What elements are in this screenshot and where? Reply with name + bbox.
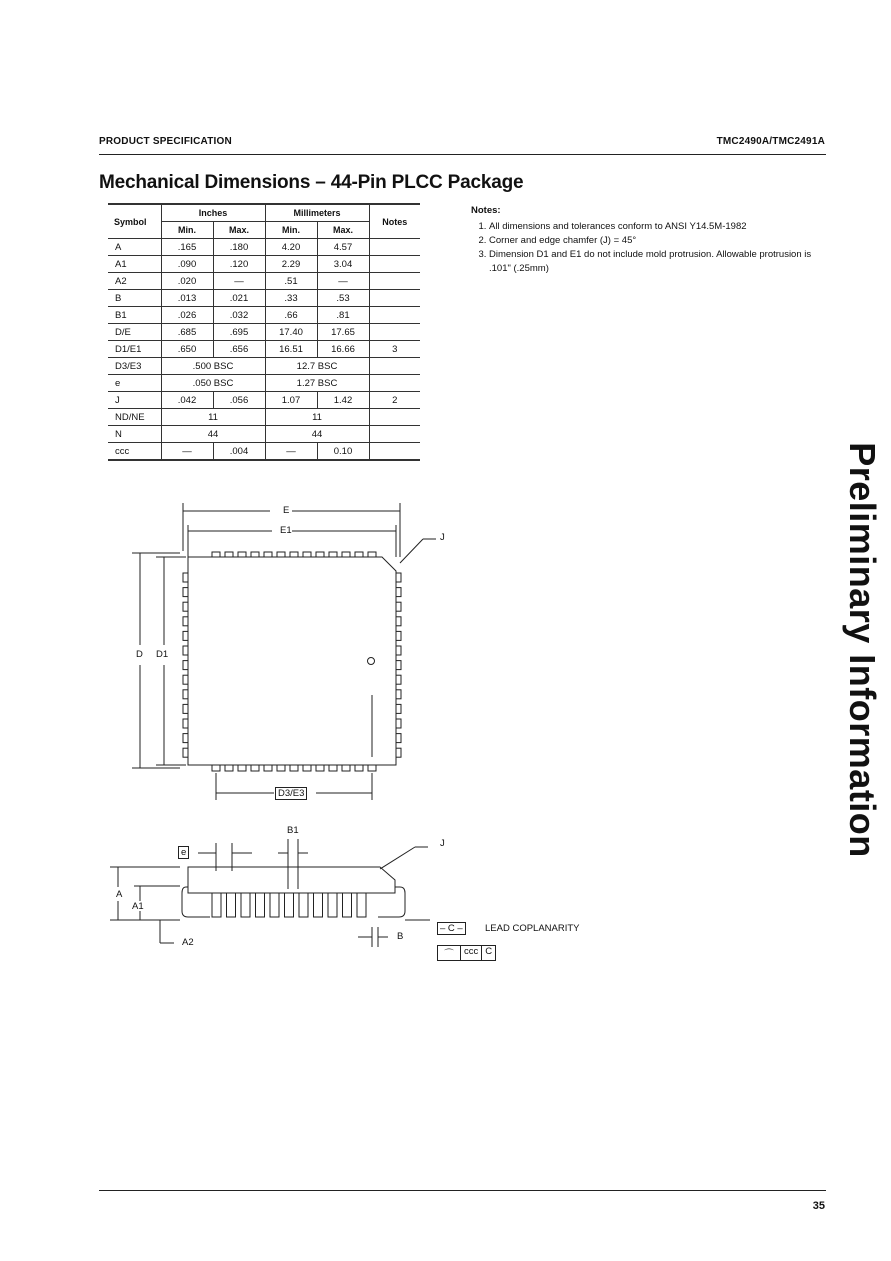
mm-max-cell: .81 (317, 307, 369, 324)
side-lead (299, 893, 308, 917)
lead-bottom (225, 765, 233, 771)
mm-min-cell: 2.29 (265, 256, 317, 273)
note-item: 1. All dimensions and tolerances conform to ANSI Y14.5M-1982 (489, 220, 821, 234)
notes-cell (369, 256, 420, 273)
inches-max-cell: .695 (213, 324, 265, 341)
inches-max-cell: .056 (213, 392, 265, 409)
lead-top (238, 552, 246, 557)
notes-cell (369, 375, 420, 392)
mm-min-cell: 16.51 (265, 341, 317, 358)
side-lead (328, 893, 337, 917)
lead-right (396, 617, 401, 626)
side-lead (285, 893, 294, 917)
label-e1: E1 (280, 525, 292, 536)
header-right: TMC2490A/TMC2491A (716, 136, 825, 147)
side-lead (357, 893, 366, 917)
label-j-top: J (440, 532, 445, 543)
symbol-cell: A2 (108, 273, 161, 290)
inches-min-cell: .650 (161, 341, 213, 358)
mm-cell: 11 (265, 409, 369, 426)
mm-max-cell: 1.42 (317, 392, 369, 409)
table-row (108, 256, 420, 273)
lead-top (290, 552, 298, 557)
symbol-cell: e (108, 375, 161, 392)
table-row (108, 290, 420, 307)
lead-right (396, 573, 401, 582)
coplanarity-frame (437, 945, 496, 961)
symbol-cell: ccc (108, 443, 161, 461)
table-row (108, 273, 420, 290)
notes-cell (369, 307, 420, 324)
table-row (108, 392, 420, 409)
lead-left (183, 646, 188, 655)
table-row (108, 358, 420, 375)
lead-right (396, 719, 401, 728)
sidebar-text: Preliminary Information (842, 442, 883, 858)
lead-top (264, 552, 272, 557)
symbol-header: Symbol (108, 204, 161, 239)
lead-right (396, 675, 401, 684)
lead-bottom (290, 765, 298, 771)
notes-cell (369, 409, 420, 426)
lead-left (183, 573, 188, 582)
mm-max-cell: 4.57 (317, 239, 369, 256)
footer-rule (99, 1190, 826, 1191)
lead-left (183, 704, 188, 713)
lead-right (396, 631, 401, 640)
lead-right (396, 690, 401, 699)
dimensions-table-body (108, 239, 420, 461)
lead-bottom (316, 765, 324, 771)
lead-bottom (368, 765, 376, 771)
lead-left (183, 675, 188, 684)
notes-cell (369, 324, 420, 341)
lead-bottom (251, 765, 259, 771)
mm-min-cell: 17.40 (265, 324, 317, 341)
inches-max-cell: .004 (213, 443, 265, 461)
notes-cell: 2 (369, 392, 420, 409)
lead-bottom (212, 765, 220, 771)
lead-left (183, 617, 188, 626)
notes-list (471, 220, 821, 276)
symbol-cell: B1 (108, 307, 161, 324)
inches-min-cell: .020 (161, 273, 213, 290)
lead-left (183, 719, 188, 728)
side-lead (227, 893, 236, 917)
inches-max-cell: .180 (213, 239, 265, 256)
notes-block (471, 204, 821, 276)
label-a2: A2 (182, 937, 194, 948)
inches-header: Inches (161, 204, 265, 222)
mm-max-cell: 0.10 (317, 443, 369, 461)
mm-max-cell: .53 (317, 290, 369, 307)
side-lead (270, 893, 279, 917)
symbol-cell: A1 (108, 256, 161, 273)
label-d1: D1 (156, 649, 169, 660)
label-d3e3: D3/E3 (275, 787, 307, 800)
notes-cell (369, 358, 420, 375)
lead-bottom (264, 765, 272, 771)
notes-cell: 3 (369, 341, 420, 358)
table-row (108, 341, 420, 358)
mm-min-header: Min. (265, 222, 317, 239)
ccc-label: ccc (461, 946, 482, 960)
notes-header: Notes (369, 204, 420, 239)
lead-right (396, 734, 401, 743)
page-number: 35 (812, 1200, 825, 1212)
lead-top (212, 552, 220, 557)
label-j-side: J (440, 838, 445, 849)
lead-bottom (329, 765, 337, 771)
notes-cell (369, 426, 420, 443)
mm-cell: 1.27 BSC (265, 375, 369, 392)
notes-cell (369, 443, 420, 461)
page-title: Mechanical Dimensions – 44-Pin PLCC Package (99, 172, 524, 193)
mm-min-cell: .51 (265, 273, 317, 290)
lead-right (396, 602, 401, 611)
note-item: 2. Corner and edge chamfer (J) = 45° (489, 234, 821, 248)
lead-top (277, 552, 285, 557)
mm-cell: 12.7 BSC (265, 358, 369, 375)
datum-c: – C – (437, 922, 466, 935)
lead-right (396, 704, 401, 713)
inches-min-cell: .165 (161, 239, 213, 256)
lead-bottom (355, 765, 363, 771)
inches-max-cell: .032 (213, 307, 265, 324)
c-label: C (485, 946, 493, 957)
mm-min-cell: 1.07 (265, 392, 317, 409)
inches-min-cell: .685 (161, 324, 213, 341)
sidebar-preliminary (840, 430, 884, 870)
side-lead (314, 893, 323, 917)
table-row (108, 426, 420, 443)
symbol-cell: J (108, 392, 161, 409)
top-view-drawing (120, 495, 460, 805)
inches-min-cell: .013 (161, 290, 213, 307)
label-e-pitch: e (178, 846, 189, 859)
mm-min-cell: 4.20 (265, 239, 317, 256)
lead-left (183, 748, 188, 757)
inches-min-cell: — (161, 443, 213, 461)
label-b1: B1 (287, 825, 299, 836)
label-d: D (136, 649, 143, 660)
side-lead (343, 893, 352, 917)
lead-right (396, 748, 401, 757)
symbol-cell: B (108, 290, 161, 307)
mm-max-cell: 16.66 (317, 341, 369, 358)
lead-right (396, 646, 401, 655)
mm-max-cell: 3.04 (317, 256, 369, 273)
lead-bottom (277, 765, 285, 771)
mm-min-cell: — (265, 443, 317, 461)
inches-min-cell: .042 (161, 392, 213, 409)
dimensions-table (108, 203, 420, 461)
notes-cell (369, 273, 420, 290)
lead-left (183, 588, 188, 597)
mm-max-header: Max. (317, 222, 369, 239)
lead-left (183, 661, 188, 670)
lead-left (183, 734, 188, 743)
inches-cell: 44 (161, 426, 265, 443)
inches-max-cell: .021 (213, 290, 265, 307)
symbol-cell: A (108, 239, 161, 256)
lead-left (183, 602, 188, 611)
mm-max-cell: 17.65 (317, 324, 369, 341)
inches-cell: 11 (161, 409, 265, 426)
mm-cell: 44 (265, 426, 369, 443)
lead-bottom (342, 765, 350, 771)
table-row (108, 409, 420, 426)
mm-min-cell: .66 (265, 307, 317, 324)
symbol-cell: N (108, 426, 161, 443)
notes-heading: Notes: (471, 205, 501, 216)
inches-cell: .500 BSC (161, 358, 265, 375)
flatness-icon: ⌒ (438, 946, 461, 960)
lead-right (396, 588, 401, 597)
side-lead (212, 893, 221, 917)
inches-min-cell: .090 (161, 256, 213, 273)
lead-left (183, 631, 188, 640)
inches-max-header: Max. (213, 222, 265, 239)
mm-max-cell: — (317, 273, 369, 290)
lead-bottom (303, 765, 311, 771)
header-rule (99, 154, 826, 155)
symbol-cell: D1/E1 (108, 341, 161, 358)
lead-top (368, 552, 376, 557)
side-lead (256, 893, 265, 917)
symbol-cell: D/E (108, 324, 161, 341)
symbol-cell: ND/NE (108, 409, 161, 426)
side-lead (241, 893, 250, 917)
table-row (108, 324, 420, 341)
label-b: B (397, 931, 404, 942)
table-row (108, 307, 420, 324)
inches-max-cell: .656 (213, 341, 265, 358)
mm-min-cell: .33 (265, 290, 317, 307)
lead-coplanarity-label: LEAD COPLANARITY (485, 923, 580, 934)
lead-left (183, 690, 188, 699)
lead-top (303, 552, 311, 557)
lead-top (329, 552, 337, 557)
notes-cell (369, 290, 420, 307)
table-row (108, 375, 420, 392)
lead-right (396, 661, 401, 670)
lead-top (316, 552, 324, 557)
lead-top (342, 552, 350, 557)
inches-cell: .050 BSC (161, 375, 265, 392)
symbol-cell: D3/E3 (108, 358, 161, 375)
lead-top (225, 552, 233, 557)
millimeters-header: Millimeters (265, 204, 369, 222)
notes-cell (369, 239, 420, 256)
inches-min-header: Min. (161, 222, 213, 239)
lead-bottom (238, 765, 246, 771)
inches-max-cell: — (213, 273, 265, 290)
table-row (108, 239, 420, 256)
table-row (108, 443, 420, 461)
inches-min-cell: .026 (161, 307, 213, 324)
inches-max-cell: .120 (213, 256, 265, 273)
note-item: 3. Dimension D1 and E1 do not include mold protrusion. Allowable protrusion is .101" (.25mm) (489, 248, 821, 276)
label-a1: A1 (132, 901, 144, 912)
header-left: PRODUCT SPECIFICATION (99, 136, 232, 147)
lead-top (251, 552, 259, 557)
lead-top (355, 552, 363, 557)
label-a: A (116, 889, 123, 900)
label-e: E (283, 505, 290, 516)
